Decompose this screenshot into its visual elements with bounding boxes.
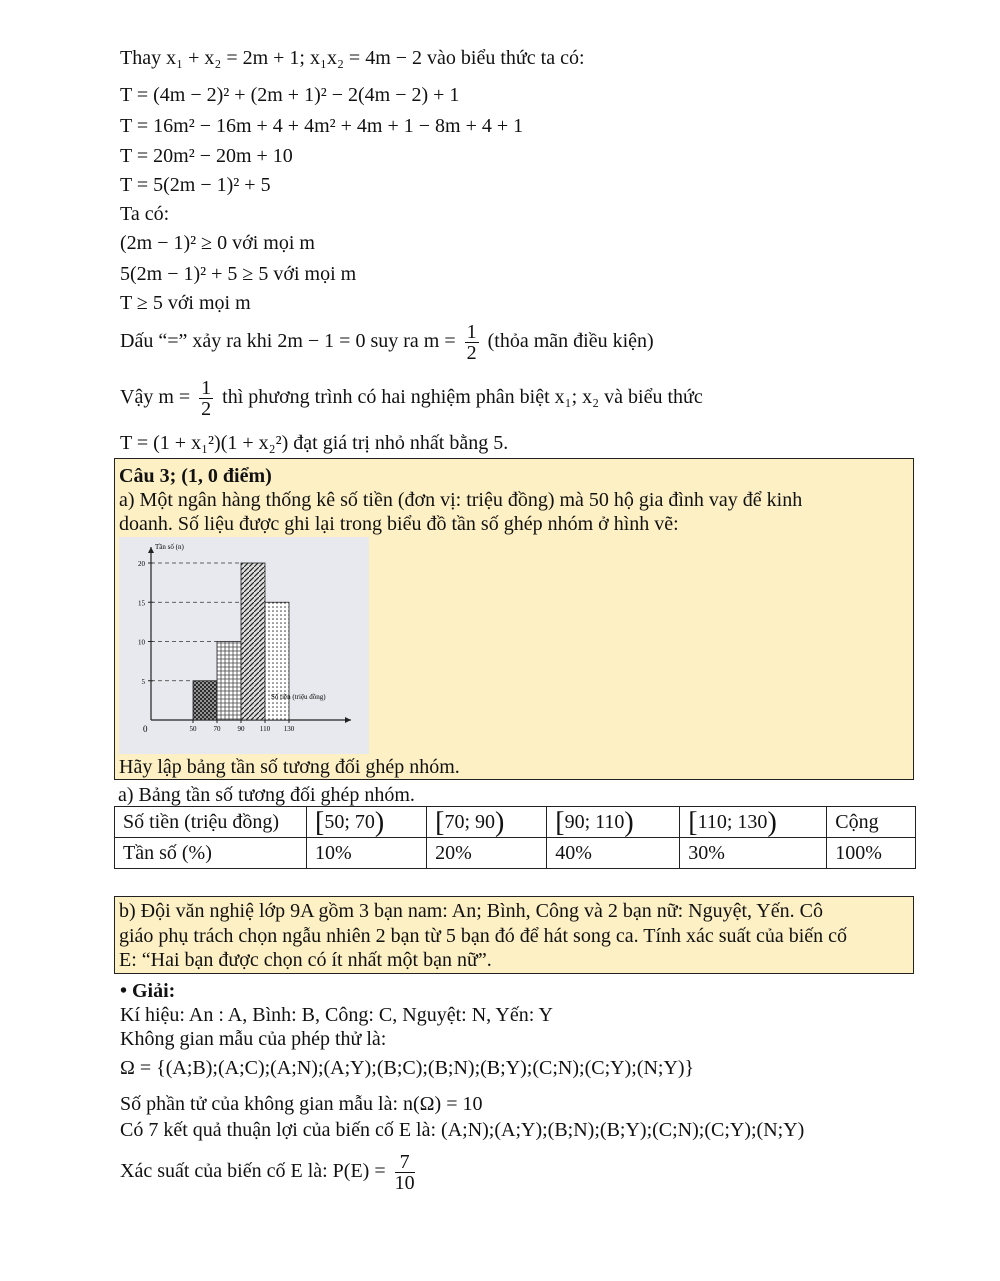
x-tick-label: 110 [259,725,271,733]
numerator: 7 [395,1152,415,1173]
interval-label: 110; 130 [697,810,768,833]
histogram-bar [241,563,265,720]
solution-heading: • Giải: [120,980,176,1002]
conclusion-line [120,378,703,419]
question-text: Hãy lập bảng tần số tương đối ghép nhóm. [119,756,460,778]
fraction [199,378,213,419]
numerator: 1 [201,377,212,399]
table-header-cell: [90; 110) [547,807,680,838]
table-cell: 20% [427,838,547,869]
y-tick-label: 15 [138,599,145,608]
table-header-cell: Số tiền (triệu đồng) [115,807,307,838]
x-axis-label: Số tiền (triệu đồng) [271,693,326,701]
question-text: b) Đội văn nghiệ lớp 9A gồm 3 bạn nam: An; Bình, Công và 2 bạn nữ: Nguyệt, Yến. Cô [119,900,823,922]
question-text: doanh. Số liệu được ghi lại trong biểu đồ tần số ghép nhóm ở hình vẽ: [119,513,679,535]
histogram-bar [265,602,289,720]
text-line: Kí hiệu: An : A, Bình: B, Công: C, Nguyệt: N, Yến: Y [120,1004,553,1026]
histogram-bar [217,642,241,721]
histogram-svg [119,537,369,754]
equation-line: T = (1 + x₁²)(1 + x₂²) đạt giá trị nhỏ nhất bằng 5. [120,432,509,454]
sample-space-line: Ω = {(A;B);(A;C);(A;N);(A;Y);(B;C);(B;N);(B;Y);(C;N);(C;Y);(N;Y)} [120,1057,695,1079]
probability-line [120,1152,419,1193]
x-tick-label: 90 [237,725,245,733]
table-cell: 30% [680,838,827,869]
interval-label: 70; 90 [444,810,496,833]
denominator: 10 [394,1172,415,1194]
relative-frequency-table [114,806,916,869]
y-axis-label: Tần số (n) [155,543,184,551]
table-cell: 10% [307,838,427,869]
fraction [395,1152,415,1193]
y-tick-label: 5 [141,677,145,686]
table-row [115,807,916,838]
y-tick-label: 20 [138,560,145,568]
x-axis-arrow [345,717,351,723]
table-header-cell: [50; 70) [307,807,427,838]
text-segment: thì phương trình có hai nghiệm phân biệt x₁; x₂ và biểu thức [222,386,703,409]
text-line: Ta có: [120,203,170,225]
question-text: giáo phụ trách chọn ngẫu nhiên 2 bạn từ 5 bạn đó để hát song ca. Tính xác suất của biến cố [119,925,848,947]
fraction [465,322,479,363]
equation-line: T = 16m² − 16m + 4 + 4m² + 4m + 1 − 8m + 4 + 1 [120,115,524,137]
table-cell: Tần số (%) [115,838,307,869]
equation-line: (2m − 1)² ≥ 0 với mọi m [120,232,315,254]
question-3-box [114,458,914,780]
origin-label: 0 [143,724,148,734]
equation-line: T = 20m² − 20m + 10 [120,145,293,167]
y-axis-arrow [148,547,154,553]
equality-condition-line [120,322,654,363]
table-cell: 40% [547,838,680,869]
table-row [115,838,916,869]
x-tick-label: 50 [189,725,197,733]
denominator: 2 [201,398,212,420]
denominator: 2 [466,342,477,364]
equation-line: T = 5(2m − 1)² + 5 [120,174,271,196]
question-text: E: “Hai bạn được chọn có ít nhất một bạn nữ”. [119,949,492,971]
question-text: a) Một ngân hàng thống kê số tiền (đơn vị: triệu đồng) mà 50 hộ gia đình vay để kinh [119,489,803,511]
text-line: Số phần tử của không gian mẫu là: n(Ω) = 10 [120,1093,483,1115]
x-tick-label: 130 [283,725,295,733]
question-b-box [114,896,914,974]
text-line: Không gian mẫu của phép thử là: [120,1028,387,1050]
table-header-cell: [110; 130) [680,807,827,838]
text-line: Thay x₁ + x₂ = 2m + 1; x₁x₂ = 4m − 2 vào biểu thức ta có: [120,47,585,69]
question-heading: Câu 3; (1, 0 điểm) [119,465,272,487]
text-segment: Dấu “=” xảy ra khi 2m − 1 = 0 suy ra m = [120,330,456,353]
numerator: 1 [466,321,477,343]
answer-title: a) Bảng tần số tương đối ghép nhóm. [118,784,415,806]
y-tick-label: 10 [138,638,145,647]
equation-line: T = (4m − 2)² + (2m + 1)² − 2(4m − 2) + 1 [120,84,460,106]
interval-label: 90; 110 [564,810,625,833]
text-segment: (thỏa mãn điều kiện) [487,330,654,353]
table-header-cell: [70; 90) [427,807,547,838]
interval-label: 50; 70 [324,810,375,833]
histogram-bar [193,681,217,720]
table-header-cell: Cộng [827,807,916,838]
text-line: Có 7 kết quả thuận lợi của biến cố E là: (A;N);(A;Y);(B;N);(B;Y);(C;N);(C;Y);(N;Y) [120,1119,805,1141]
text-segment: Xác suất của biến cố E là: P(E) = [120,1160,386,1183]
equation-line: T ≥ 5 với mọi m [120,292,251,314]
text-segment: Vậy m = [120,386,191,409]
table-cell: 100% [827,838,916,869]
histogram-chart [119,537,369,754]
equation-line: 5(2m − 1)² + 5 ≥ 5 với mọi m [120,263,357,285]
x-tick-label: 70 [213,725,221,733]
